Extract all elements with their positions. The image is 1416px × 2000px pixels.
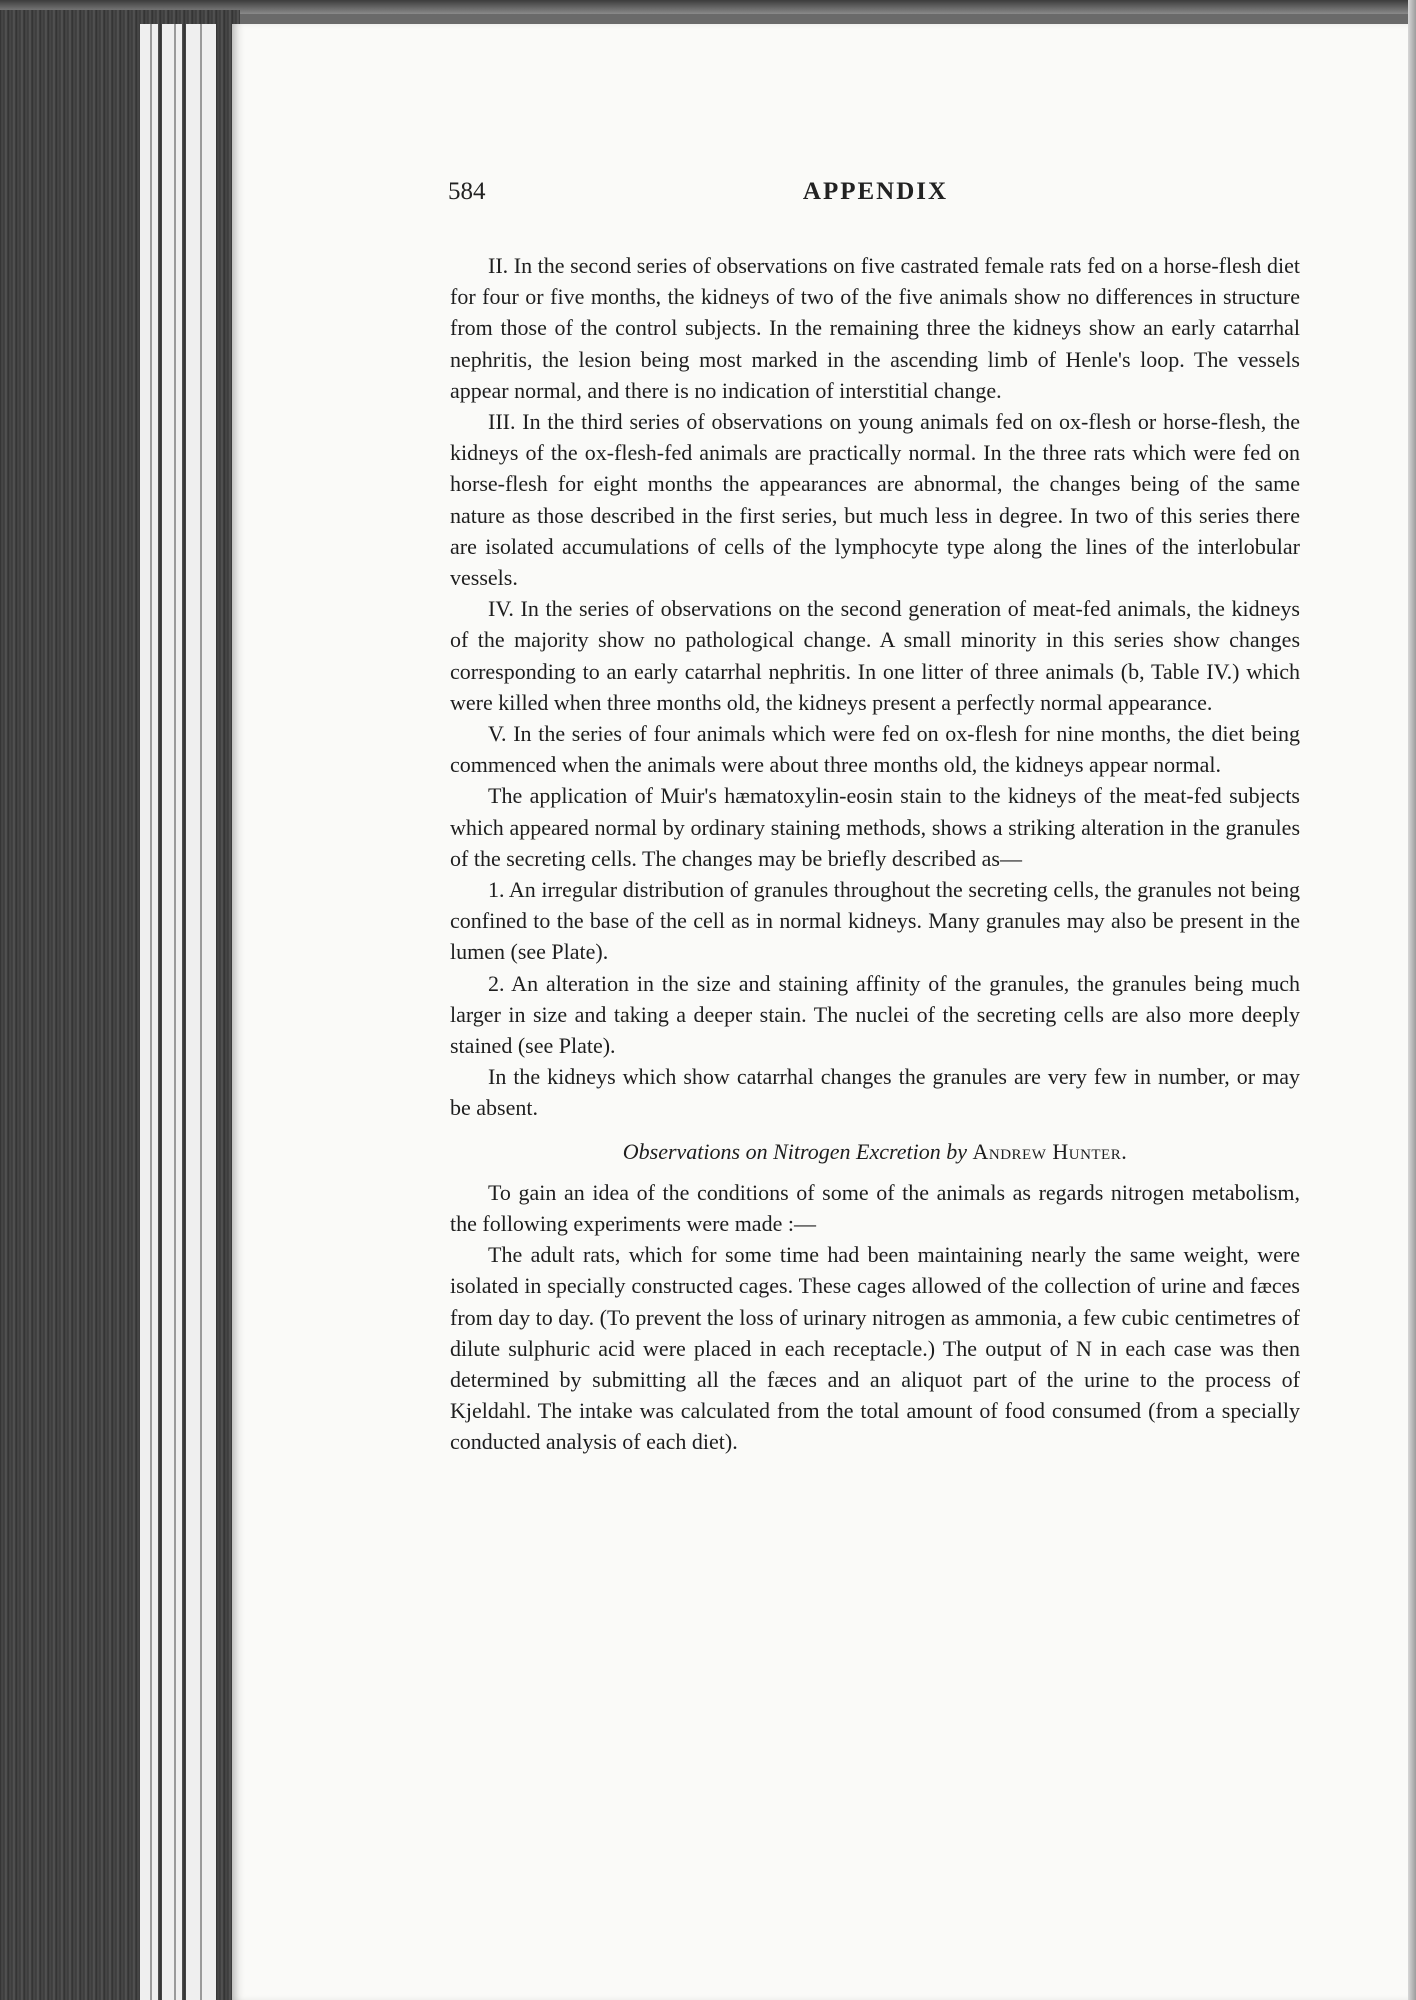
running-title: APPENDIX [802, 178, 949, 205]
paragraph: 1. An irregular distribution of granules throughout the secreting cells, the granules not being confined to the base of the cell as in normal kidneys. Many granules may also be present in the lumen (see Plate). [450, 877, 1300, 965]
running-head [448, 178, 1303, 218]
page-edge-line [150, 24, 152, 2000]
page-edge-line [174, 24, 176, 2000]
paragraph: V. In the series of four animals which were fed on ox-flesh for nine months, the diet being commenced when the animals were about three months old, the kidneys appear normal. [450, 721, 1300, 778]
paragraph: To gain an idea of the conditions of some of the animals as regards nitrogen metabolism, the following experiments were made :— [450, 1179, 1300, 1236]
paragraph: In the kidneys which show catarrhal changes the granules are very few in number, or may be absent. [450, 1064, 1300, 1121]
paragraph: II. In the second series of observations on five castrated female rats fed on a horse-flesh diet for four or five months, the kidneys of two of the five animals show no differences in structure from those of the control subjects. In the remaining three the kidneys show an early catarrhal nephritis, the lesion being most marked in the ascending limb of Henle's loop. The vessels appear normal, and there is no indication of interstitial change. [450, 253, 1300, 403]
section-heading [450, 1136, 1300, 1167]
paragraph: III. In the third series of observations on young animals fed on ox-flesh or horse-flesh, the kidneys of the ox-flesh-fed animals are practically normal. In the three rats which were fed on horse-flesh for eight months the appearances are abnormal, the changes being of the same nature as those described in the first series, but much less in degree. In two of this series there are isolated accumulations of cells of the lymphocyte type along the lines of the interlobular vessels. [450, 409, 1300, 591]
paragraph: The adult rats, which for some time had been maintaining nearly the same weight, were isolated in specially constructed cages. These cages allowed of the collection of urine and fæces from day to day. (To prevent the loss of urinary nitrogen as ammonia, a few cubic centimetres of dilute sulphuric acid were placed in each receptacle.) The output of N in each case was then determined by submitting all the fæces and an aliquot part of the urine to the process of Kjeldahl. The intake was calculated from the total amount of food consumed (from a specially conducted analysis of each diet). [450, 1242, 1300, 1455]
body-text [450, 250, 1300, 1458]
paragraph: The application of Muir's hæmatoxylin-eosin stain to the kidneys of the meat-fed subjects which appeared normal by ordinary staining methods, shows a striking alteration in the granules of the secreting cells. The changes may be briefly described as— [450, 783, 1300, 871]
page-edge-leaf [140, 24, 158, 2000]
right-page-edge [1408, 0, 1416, 2000]
page-edge-leaf [162, 24, 182, 2000]
page-edge-line [200, 24, 202, 2000]
page-number: 584 [448, 178, 486, 205]
section-author: Andrew Hunter. [972, 1138, 1128, 1164]
paragraph: 2. An alteration in the size and staining affinity of the granules, the granules being much larger in size and taking a deeper stain. The nuclei of the secreting cells are also more deeply stained (see Plate). [450, 970, 1300, 1059]
paragraph: IV. In the series of observations on the second generation of meat-fed animals, the kidneys of the majority show no pathological change. A small minority in this series show changes corresponding to an early catarrhal nephritis. In one litter of three animals (b, Table IV.) which were killed when three months old, the kidneys present a perfectly normal appearance. [450, 596, 1300, 715]
section-title: Observations on Nitrogen Excretion by [622, 1138, 967, 1164]
